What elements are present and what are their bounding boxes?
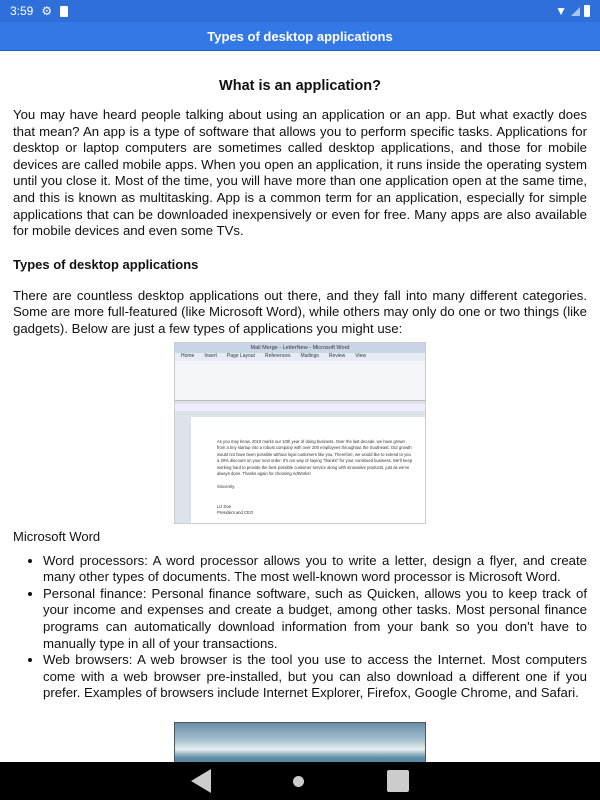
article-heading: What is an application? (219, 78, 381, 94)
status-bar (0, 0, 600, 22)
word-tab: Review (328, 352, 346, 359)
letter-sign: President and CEO (217, 510, 254, 516)
signal-icon (571, 7, 580, 16)
web-browser-screenshot (174, 722, 426, 762)
word-ruler (175, 404, 425, 411)
navigation-bar (0, 762, 600, 800)
recents-icon[interactable] (387, 770, 409, 792)
app-types-list (13, 553, 587, 702)
word-tab: Home (181, 352, 195, 359)
letter-sign: Sincerely, (217, 484, 236, 490)
word-tab: Mailings (300, 352, 319, 359)
word-page (191, 417, 425, 523)
page-title: Types of desktop applications (207, 28, 393, 44)
list-item: • Web browsers: A web browser is the tool you use to access the Internet. Most computers come with a web browser pre-installed, but you can also download a different one if you prefer. Examples of browsers include Internet Explorer, Firefox, Google Chrome, and Safari. (43, 652, 587, 702)
word-tab: View (355, 352, 367, 359)
gear-icon: ⚙ (41, 4, 53, 18)
word-tab: Insert (204, 352, 217, 359)
word-tab: Page Layout (226, 352, 255, 359)
word-tabs (175, 353, 425, 361)
sd-card-icon (60, 6, 68, 17)
word-tab: References (264, 352, 291, 359)
word-ribbon (175, 361, 425, 401)
section-paragraph: There are countless desktop applications out there, and they fall into many different categories. Some are more full-featured (like Microsoft Word), while others may only do one or two things (like gadgets). Below are just a few types of applications you might use: (13, 287, 587, 336)
word-title: Mail Merge - LetterNew - Microsoft Word (175, 343, 425, 353)
wifi-icon: ▼ (555, 4, 567, 18)
app-bar (0, 22, 600, 51)
list-item: • Word processors: A word processor allows you to write a letter, design a flyer, and create many other types of documents. The most well-known word processor is Microsoft Word. (43, 553, 587, 586)
microsoft-word-screenshot (174, 342, 426, 524)
list-item: • Personal finance: Personal finance software, such as Quicken, allows you to keep track of your income and expenses and create a budget, among other tasks. Most personal finance programs can automatically download information from your bank so you don't have to manually type in all of your transactions. (43, 586, 587, 652)
section-heading: Types of desktop applications (13, 256, 199, 272)
intro-paragraph: You may have heard people talking about using an application or an app. But what exactly does that mean? An app is a type of software that allows you to perform specific tasks. Applications for desktop or laptop computers are sometimes called desktop applications, and those for mobile devices are called mobile apps. When you open an application, it runs inside the operating system until you close it. Most of the time, you will have more than one application open at the same time, and this is known as multitasking. App is a common term for an application, especially for simple applications that can be downloaded inexpensively or even for free. Many apps are also available for mobile devices and even some TVs. (13, 107, 587, 239)
letter-text: As you may know, 2010 marks our 10th year of doing business. Over the last decade, we have grown from a tiny startup into a robust company with over 200 employees throughout the Southeast. Our growth would not have been possible without loyal customers like you. Therefore, we would like to extend to you a 20% discount on your next order. It's our way of saying "thanks" for your continued business. We'll keep working hard to provide the best possible customer service along with innovative products, just as we've always done. Thanks again for choosing AdWorks! (217, 438, 413, 477)
image-caption: Microsoft Word (13, 528, 101, 544)
battery-icon (584, 5, 590, 17)
back-icon[interactable] (191, 769, 211, 793)
letter-sign: Liz Doe (217, 503, 232, 509)
clock: 3:59 (10, 4, 34, 18)
home-icon[interactable] (293, 776, 304, 787)
article[interactable] (0, 51, 600, 762)
